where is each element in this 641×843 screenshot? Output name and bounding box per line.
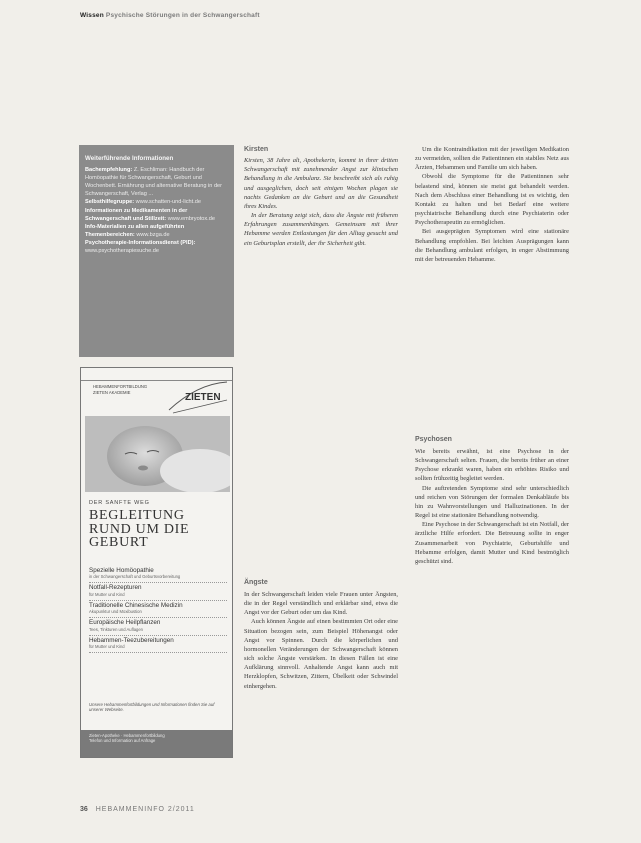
body-paragraph: In der Schwangerschaft leiden viele Frauen unter Ängsten, die in der Regel verständlich und erklärbar sind, etwa die Angst vor der Geburt oder um das Kind. [244,591,398,617]
advertisement [80,367,233,758]
list-item: Hebammen-Teezubereitungen für Mutter und Kind [89,636,227,653]
info-box-title: Weiterführende Informationen [85,155,174,162]
ad-list [89,566,227,653]
list-item: Europäische Heilpflanzen Tees, Tinkturen und Auflagen [89,618,227,635]
info-line: Informationen zu Medikamenten in der Schwangerschaft und Stillzeit: www.embryotox.de [85,207,215,222]
case-paragraph: Kirsten, 38 Jahre alt, Apothekerin, kommt in ihrer dritten Schwangerschaft mit zunehmender Angst zur klinischen Behandlung in die Ambulanz. Sie beschreibt sich als ruhig und ausgeglichen, doch seit einigen Wochen plagen sie nachts Gedanken an die Geburt und an die Gesundheit ihres Kindes. [244,157,398,210]
ad-contact-bar: Zieten-Apotheke · Hebammenfortbildung Telefon und Information auf Anfrage [81,730,232,757]
body-paragraph: Auch können Ängste auf einen bestimmten Ort oder eine Situation bezogen sein, zum Beispiel Höhenangst oder Angst vor Spinnen. Durch die körperlichen und hormonellen Veränderungen der Schwangerschaft können sich solche Ängste verstärken. In diesen Fällen ist eine Aufklärung sinnvoll. Anhaltende Angst kann auch mit Herzklopfen, Schwitzen, Zittern, Übelkeit oder Schwindel einhergehen. [244,618,398,690]
ad-logo-text: ZIETEN [185,392,221,403]
running-header [80,12,260,19]
info-line: Info-Materialien zu allen aufgeführten Themenbereichen: www.bzga.de [85,223,185,238]
ad-footnote: Unsere Hebammenfortbildungen und Informationen finden Sie auf unserer Webseite. [89,702,215,713]
info-box [79,145,234,357]
body-paragraph: Bei ausgeprägten Symptomen wird eine stationäre Behandlung empfohlen. Bei leichten Ausprägungen kann die Behandlung ambulant erfolgen, in enger Abstimmung mit der betreuenden Hebamme. [415,228,569,263]
body-paragraph: Obwohl die Symptome für die Patientinnen sehr belastend sind, können sie meist gut behandelt werden. Nach dem Abschluss einer Behandlung ist es wichtig, den Kontakt zu halten und bei Bedarf eine weitere psychiatrische Behandlung durch eine Psychiaterin oder Psychotherapeutin zu ermöglichen. [415,173,569,227]
case-column [244,145,398,248]
list-item: Traditionelle Chinesische Medizin Akupunktur und Moxibustion [89,601,227,618]
ad-logo [167,380,229,416]
page-number: 36 [80,806,88,813]
body-paragraph: Die auftretenden Symptome sind sehr unterschiedlich und reichen von Störungen der formalen Denkabläufe bis hin zu Wahnvorstellungen und Halluzinationen. In der Regel ist eine stationäre Behandlung notwendig. [415,484,569,520]
list-item: Spezielle Homöopathie in der Schwangerschaft und Geburtsvorbereitung [89,566,227,583]
ad-small-lines: HEBAMMENFORTBILDUNG ZIETEN AKADEMIE [93,384,148,395]
header-topic: Psychische Störungen in der Schwangerschaft [105,12,260,19]
body-paragraph: Um die Kontraindikation mit der jeweiligen Medikation zu vermeiden, sollten die Patientinnen ein stabiles Netz aus Ärzten, Hebammen und Familie um sich haben. [415,146,569,172]
magazine-name: HEBAMMENINFO 2/2011 [95,806,195,813]
body-paragraph: Wie bereits erwähnt, ist eine Psychose in der Schwangerschaft selten. Frauen, die bereits früher an einer Psychose erkrankt waren, haben ein erhöhtes Risiko und sollten frühzeitig begleitet werden. [415,448,569,483]
page-footer [80,806,195,813]
header-section: Wissen [80,12,104,19]
info-line: Selbsthilfegruppe: www.schatten-und-licht.de [85,199,201,206]
ad-eyebrow: DER SANFTE WEG [89,500,150,506]
list-item: Notfall-Rezepturen für Mutter und Kind [89,583,227,600]
body-paragraph: Eine Psychose in der Schwangerschaft ist ein Notfall, der ärztliche Hilfe erfordert. Die Betreuung sollte in enger Zusammenarbeit von Psychiatrie, Geburtshilfe und Hebamme erfolgen, damit Mutter und Kind bestmöglich geschützt sind. [415,521,569,565]
case-title: Kirsten [244,146,269,153]
psychosen-column [415,447,569,566]
case-paragraph: In der Beratung zeigt sich, dass die Ängste mit früheren Erfahrungen zusammenhängen. Gemeinsam mit ihrer Hebamme werden Entlastungen für den Alltag gesucht und ein Geburtsplan erstellt, der ihr Sicherheit gibt. [244,212,398,247]
ad-headline: BEGLEITUNG RUND UM DIE GEBURT [89,508,190,551]
angst-column [244,590,398,691]
baby-photo [85,416,230,492]
section-heading-angst: Ängste [244,579,268,586]
info-line: Bachempfehlung: Z. Eschliman: Handbuch der Homöopathie für Schwangerschaft, Geburt und Wochenbett. Ernährung und alternative Beratung in der Schwangerschaft, Verlag ... [85,167,223,198]
right-column [415,145,569,264]
info-line: Psychotherapie-Informationsdienst (PID): www.psychotherapiesuche.de [85,239,196,255]
section-heading-psychosen: Psychosen [415,436,452,443]
